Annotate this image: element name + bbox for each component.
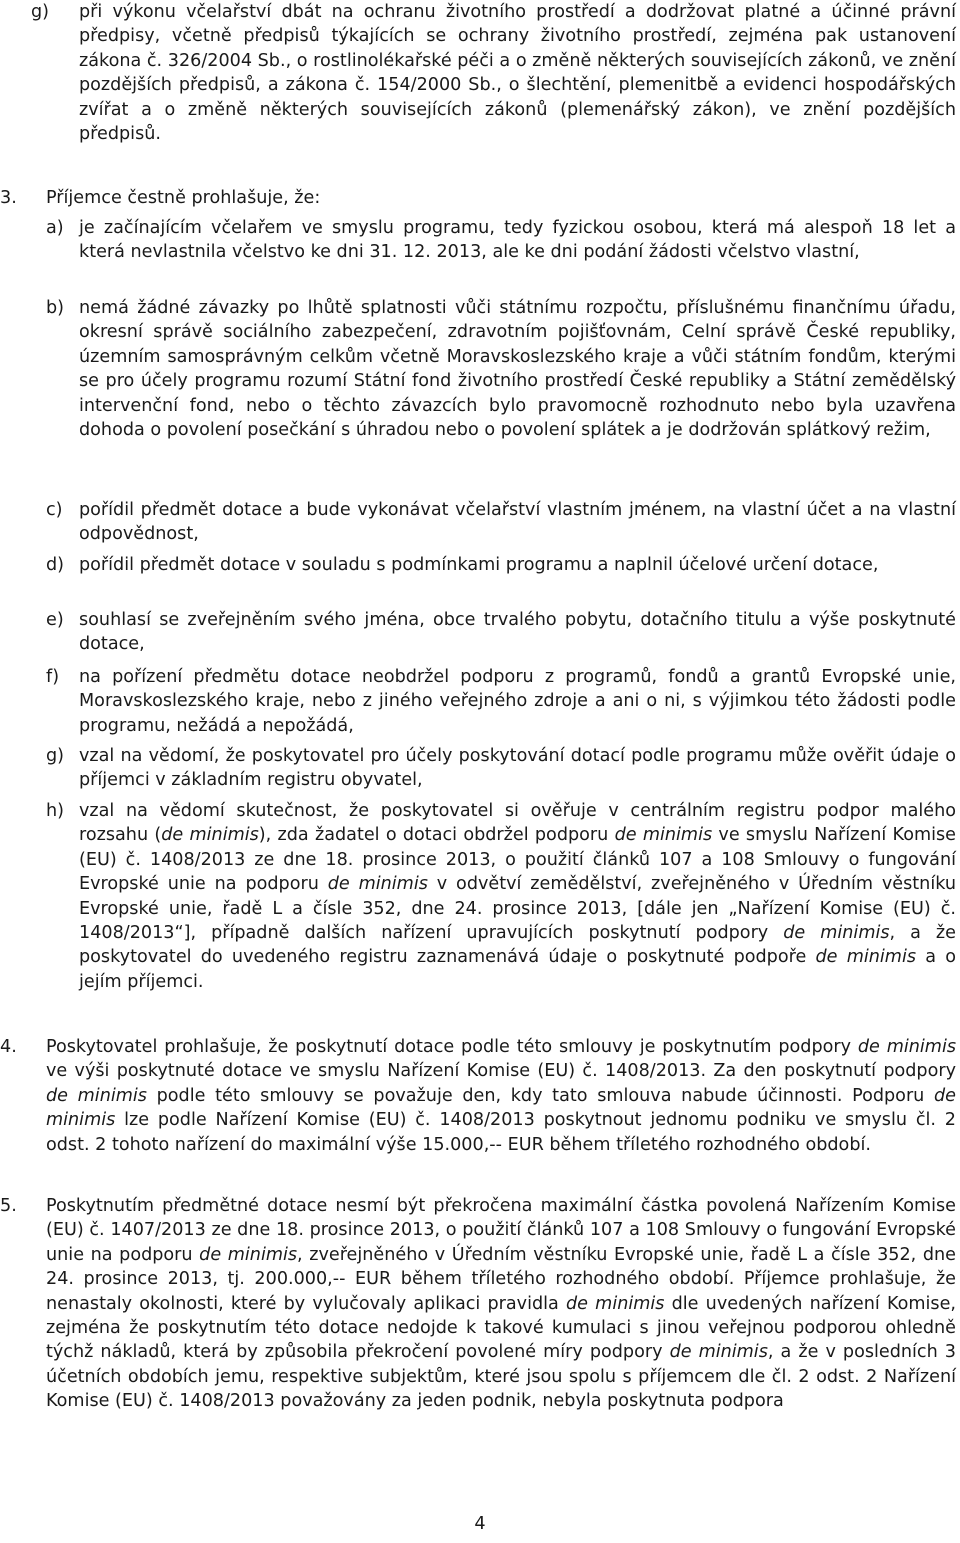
item-label: b) xyxy=(46,298,65,318)
item-label: c) xyxy=(46,500,63,520)
item-g-continued-text: při výkonu včelařství dbát na ochranu životního prostředí a dodržovat platné a účinné právní předpisy, včetně předpisů týkajících se ochrany životního prostředí, zejména pak ustanovení zákona č. 326/2004 Sb., o rostlinolékařské péči a o změně některých souvisejících zákonů, ve znění pozdějších předpisů, a zákona č. 154/2000 Sb., o šlechtění, plemenitbě a evidenci hospodářských zvířat a o změně některých souvisejících zákonů (plemenářský zákon), ve znění pozdějších předpisů. xyxy=(79,2,956,145)
section-number: 4. xyxy=(0,1037,17,1057)
item-label: h) xyxy=(46,801,65,821)
item-h-text: vzal na vědomí skutečnost, že poskytovatel si ověřuje v centrálním registru podpor malého rozsahu (de minimis), zda žadatel o dotaci obdržel podporu de minimis ve smyslu Nařízení Komise (EU) č. 1408/2013 ze dne 18. prosince 2013, o použití článků 107 a 108 Smlouvy o fungování Evropské unie na podporu de minimis v odvětví zemědělství, zveřejněného v Úředním věstníku Evropské unie, řadě L a čísle 352, dne 24. prosince 2013, [dále jen „Nařízení Komise (EU) č. 1408/2013“], případně dalších nařízení upravujících poskytnutí podpory de minimis, a že poskytovatel do uvedeného registru zaznamenává údaje o poskytnuté podpoře de minimis a o jejím příjemci. xyxy=(79,801,957,992)
item-e-text: souhlasí se zveřejněním svého jména, obce trvalého pobytu, dotačního titulu a výše poskytnuté dotace, xyxy=(79,610,956,655)
item-f-text: na pořízení předmětu dotace neobdržel podporu z programů, fondů a grantů Evropské unie, Moravskoslezského kraje, nebo z jiného veřejného zdroje a ani o ni, s výjimkou této žádosti podle programu, nežádá a nepožádá, xyxy=(79,667,956,736)
item-label: g) xyxy=(31,2,50,22)
item-label: a) xyxy=(46,218,64,238)
item-a-text: je začínajícím včelařem ve smyslu programu, tedy fyzickou osobou, která má alespoň 18 let a která nevlastnila včelstvo ke dni 31. 12. 2013, ale ke dni podání žádosti včelstvo vlastní, xyxy=(79,218,956,263)
item-c-text: pořídil předmět dotace a bude vykonávat včelařství vlastním jménem, na vlastní účet a na vlastní odpovědnost, xyxy=(79,500,956,545)
item-label: e) xyxy=(46,610,64,630)
item-label: g) xyxy=(46,746,65,766)
section-4-text: Poskytovatel prohlašuje, že poskytnutí dotace podle této smlouvy je poskytnutím podpory de minimis ve výši poskytnuté dotace ve smyslu Nařízení Komise (EU) č. 1408/2013. Za den poskytnutí podpory de minimis podle této smlouvy se považuje den, kdy tato smlouva nabude účinnosti. Podporu de minimis lze podle Nařízení Komise (EU) č. 1408/2013 poskytnout jednomu podniku ve smyslu čl. 2 odst. 2 tohoto nařízení do maximální výše 15.000,-- EUR během tříletého rozhodného období. xyxy=(46,1037,957,1155)
item-g-text: vzal na vědomí, že poskytovatel pro účely poskytování dotací podle programu může ověřit údaje o příjemci v základním registru obyvatel, xyxy=(79,746,956,791)
section-3-intro: Příjemce čestně prohlašuje, že: xyxy=(46,188,321,208)
page-number: 4 xyxy=(474,1514,486,1534)
section-number: 5. xyxy=(0,1196,17,1216)
item-label: d) xyxy=(46,555,65,575)
item-b-text: nemá žádné závazky po lhůtě splatnosti vůči státnímu rozpočtu, příslušnému finančnímu úřadu, okresní správě sociálního zabezpečení, zdravotním pojišťovnám, Celní správě České republiky, územním samosprávným celkům včetně Moravskoslezského kraje a vůči státním fondům, kterými se pro účely programu rozumí Státní fond životního prostředí České republiky a Státní zemědělský intervenční fond, nebo o těchto závazcích bylo pravomocně rozhodnuto nebo byla uzavřena dohoda o povolení posečkání s úhradou nebo o povolení splátek a je dodržován splátkový režim, xyxy=(79,298,956,441)
item-label: f) xyxy=(46,667,60,687)
section-number: 3. xyxy=(0,188,17,208)
item-d-text: pořídil předmět dotace v souladu s podmínkami programu a naplnil účelové určení dotace, xyxy=(79,555,879,575)
section-5-text: Poskytnutím předmětné dotace nesmí být překročena maximální částka povolená Nařízením Komise (EU) č. 1407/2013 ze dne 18. prosince 2013, o použití článků 107 a 108 Smlouvy o fungování Evropské unie na podporu de minimis, zveřejněného v Úředním věstníku Evropské unie, řadě L a čísle 352, dne 24. prosince 2013, tj. 200.000,-- EUR během tříletého rozhodného období. Příjemce prohlašuje, že nenastaly okolnosti, které by vylučovaly aplikaci pravidla de minimis dle uvedených nařízení Komise, zejména že poskytnutím této dotace nedojde k takové kumulaci s jinou veřejnou podporou ohledně týchž nákladů, která by způsobila překročení povolené míry podpory de minimis, a že v posledních 3 účetních obdobích jemu, respektive subjektům, které jsou spolu s příjemcem dle čl. 2 odst. 2 Nařízení Komise (EU) č. 1408/2013 považovány za jeden podnik, nebyla poskytnuta podpora xyxy=(46,1196,957,1412)
